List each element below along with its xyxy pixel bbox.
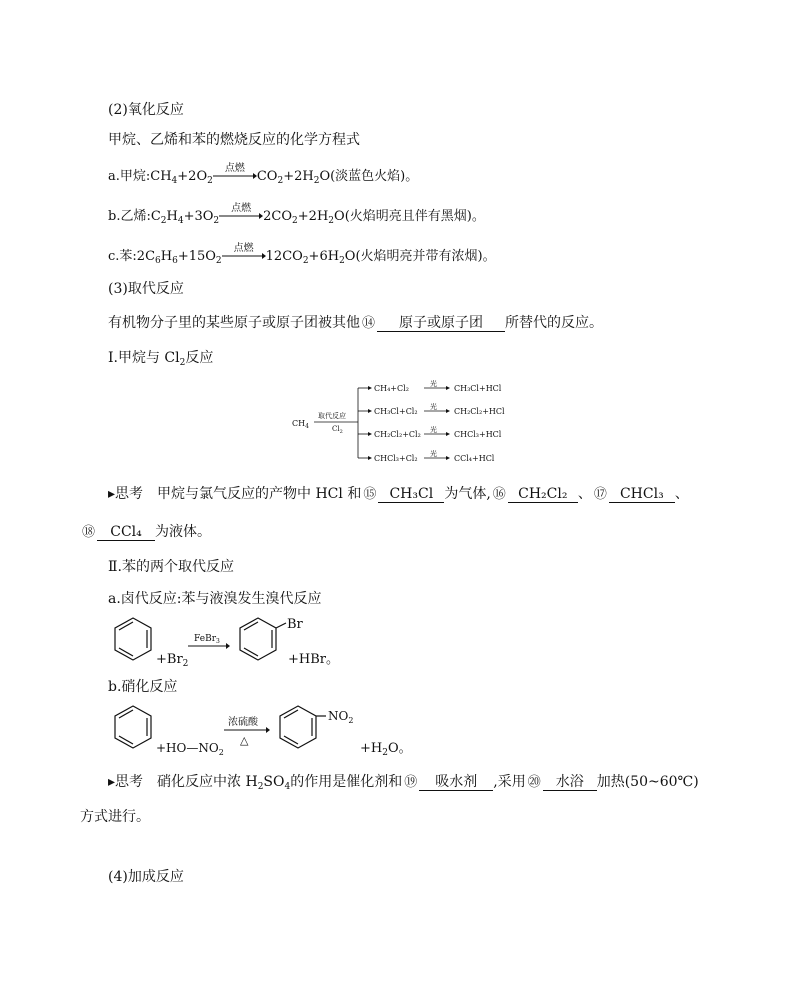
svg-text:△: △: [240, 734, 249, 747]
svg-text:NO2: $NO_2$: [328, 709, 354, 725]
think-methane-products-cont: ⑱ CCl₄ 为液体。: [82, 524, 212, 540]
bromobenzene-ring: [240, 618, 286, 660]
substitution-heading: (3)取代反应: [108, 281, 184, 297]
scheme-arrowhead: [446, 456, 450, 460]
methane-chlorination-scheme: [288, 374, 518, 466]
answer-blank-16: CH₂Cl₂: [508, 486, 578, 503]
benzene-bromination-equation: [108, 614, 358, 670]
scheme-arrowhead: [446, 386, 450, 390]
benzene-ring: [115, 706, 151, 748]
methane-substitution-heading: Ⅰ.甲烷与 $Cl_2$反应: [108, 350, 214, 368]
scheme-condition-light: 光: [430, 403, 437, 411]
reaction-arrow: 点燃: [213, 172, 257, 180]
scheme-branch-arrowhead: [368, 386, 372, 390]
svg-text:Cl2: $Cl_2$: [332, 425, 343, 435]
oxidation-intro: 甲烷、乙烯和苯的燃烧反应的化学方程式: [108, 132, 360, 148]
scheme-products: CH₂Cl₂+HCl: [454, 407, 505, 416]
answer-blank-18: CCl₄: [97, 524, 155, 541]
scheme-condition-light: 光: [430, 380, 437, 388]
benzene-ring: [115, 618, 151, 660]
scheme-condition-light: 光: [430, 426, 437, 434]
scheme-reactants: CH₄+Cl₂: [374, 384, 409, 393]
benzene-substitution-heading: Ⅱ.苯的两个取代反应: [108, 559, 234, 575]
substitution-definition: 有机物分子里的某些原子或原子团被其他 ⑭ 原子或原子团 所替代的反应。: [108, 315, 604, 331]
svg-text:+H2O。: $+H_2O$。: [360, 741, 412, 758]
equation-methane-combustion: a.甲烷$:CH_4+2O_2$ 点燃 $CO_2+2H_2O$(淡蓝色火焰)。: [108, 163, 419, 186]
reaction-arrow: 点燃: [219, 212, 263, 220]
answer-blank-14: 原子或原子团: [377, 315, 505, 332]
answer-blank-15: CH₃Cl: [378, 486, 444, 503]
scheme-branch-arrowhead: [368, 456, 372, 460]
svg-text:浓硫酸: 浓硫酸: [228, 717, 258, 728]
equation-ethylene-combustion: b.乙烯$:C_2H_4+3O_2$ 点燃 $2CO_2+2H_2O$(火焰明亮且伴有黑烟)。: [108, 203, 485, 226]
think-nitration: ▸思考 硝化反应中浓 $H_2SO_4$的作用是催化剂和 ⑲ 吸水剂 ,采用 ⑳ 水浴 加热(50~60℃): [108, 774, 699, 792]
scheme-reactants: CHCl₃+Cl₂: [374, 454, 418, 463]
nitration-heading: b.硝化反应: [108, 679, 178, 695]
svg-text:取代反应: 取代反应: [318, 412, 346, 420]
scheme-arrowhead: [446, 432, 450, 436]
benzene-nitration-equation: [108, 702, 412, 760]
svg-text:+HBr。: +HBr。: [288, 652, 339, 667]
reaction-arrow: 点燃: [222, 252, 266, 260]
answer-blank-20: 水浴: [543, 774, 597, 791]
think-methane-products: ▸思考 甲烷与氯气反应的产物中 HCl 和 ⑮ CH₃Cl 为气体, ⑯ CH₂Cl₂ 、 ⑰ CHCl₃ 、: [108, 486, 689, 502]
scheme-arrowhead: [446, 409, 450, 413]
svg-text:FeBr3: FeBr$_3$: [194, 634, 220, 645]
answer-blank-17: CHCl₃: [609, 486, 675, 503]
svg-text:+Br2: $+Br_2$: [156, 652, 189, 669]
think-nitration-cont: 方式进行。: [80, 809, 150, 825]
answer-blank-19: 吸水剂: [419, 774, 493, 791]
scheme-branch-arrowhead: [368, 432, 372, 436]
scheme-products: CH₃Cl+HCl: [454, 384, 502, 393]
svg-text:Br: Br: [287, 617, 303, 632]
scheme-branch-arrowhead: [368, 409, 372, 413]
scheme-reactants: CH₂Cl₂+Cl₂: [374, 430, 421, 439]
equation-benzene-combustion: c.苯$:2C_6H_6+15O_2$ 点燃 $12CO_2+6H_2O$(火焰明亮并带有浓烟)。: [108, 243, 496, 266]
svg-text:+HO—NO2: $+HO—NO_2$: [156, 741, 224, 757]
svg-text:CH4: $CH_4$: [292, 419, 309, 430]
scheme-condition-light: 光: [430, 450, 437, 458]
scheme-reactants: CH₃Cl+Cl₂: [374, 407, 418, 416]
nitrobenzene-ring: [280, 706, 326, 748]
halogenation-heading: a.卤代反应:苯与液溴发生溴代反应: [108, 591, 322, 607]
scheme-products: CCl₄+HCl: [454, 454, 495, 463]
oxidation-heading: (2)氧化反应: [108, 102, 184, 118]
scheme-products: CHCl₃+HCl: [454, 430, 502, 439]
addition-heading: (4)加成反应: [108, 869, 184, 885]
